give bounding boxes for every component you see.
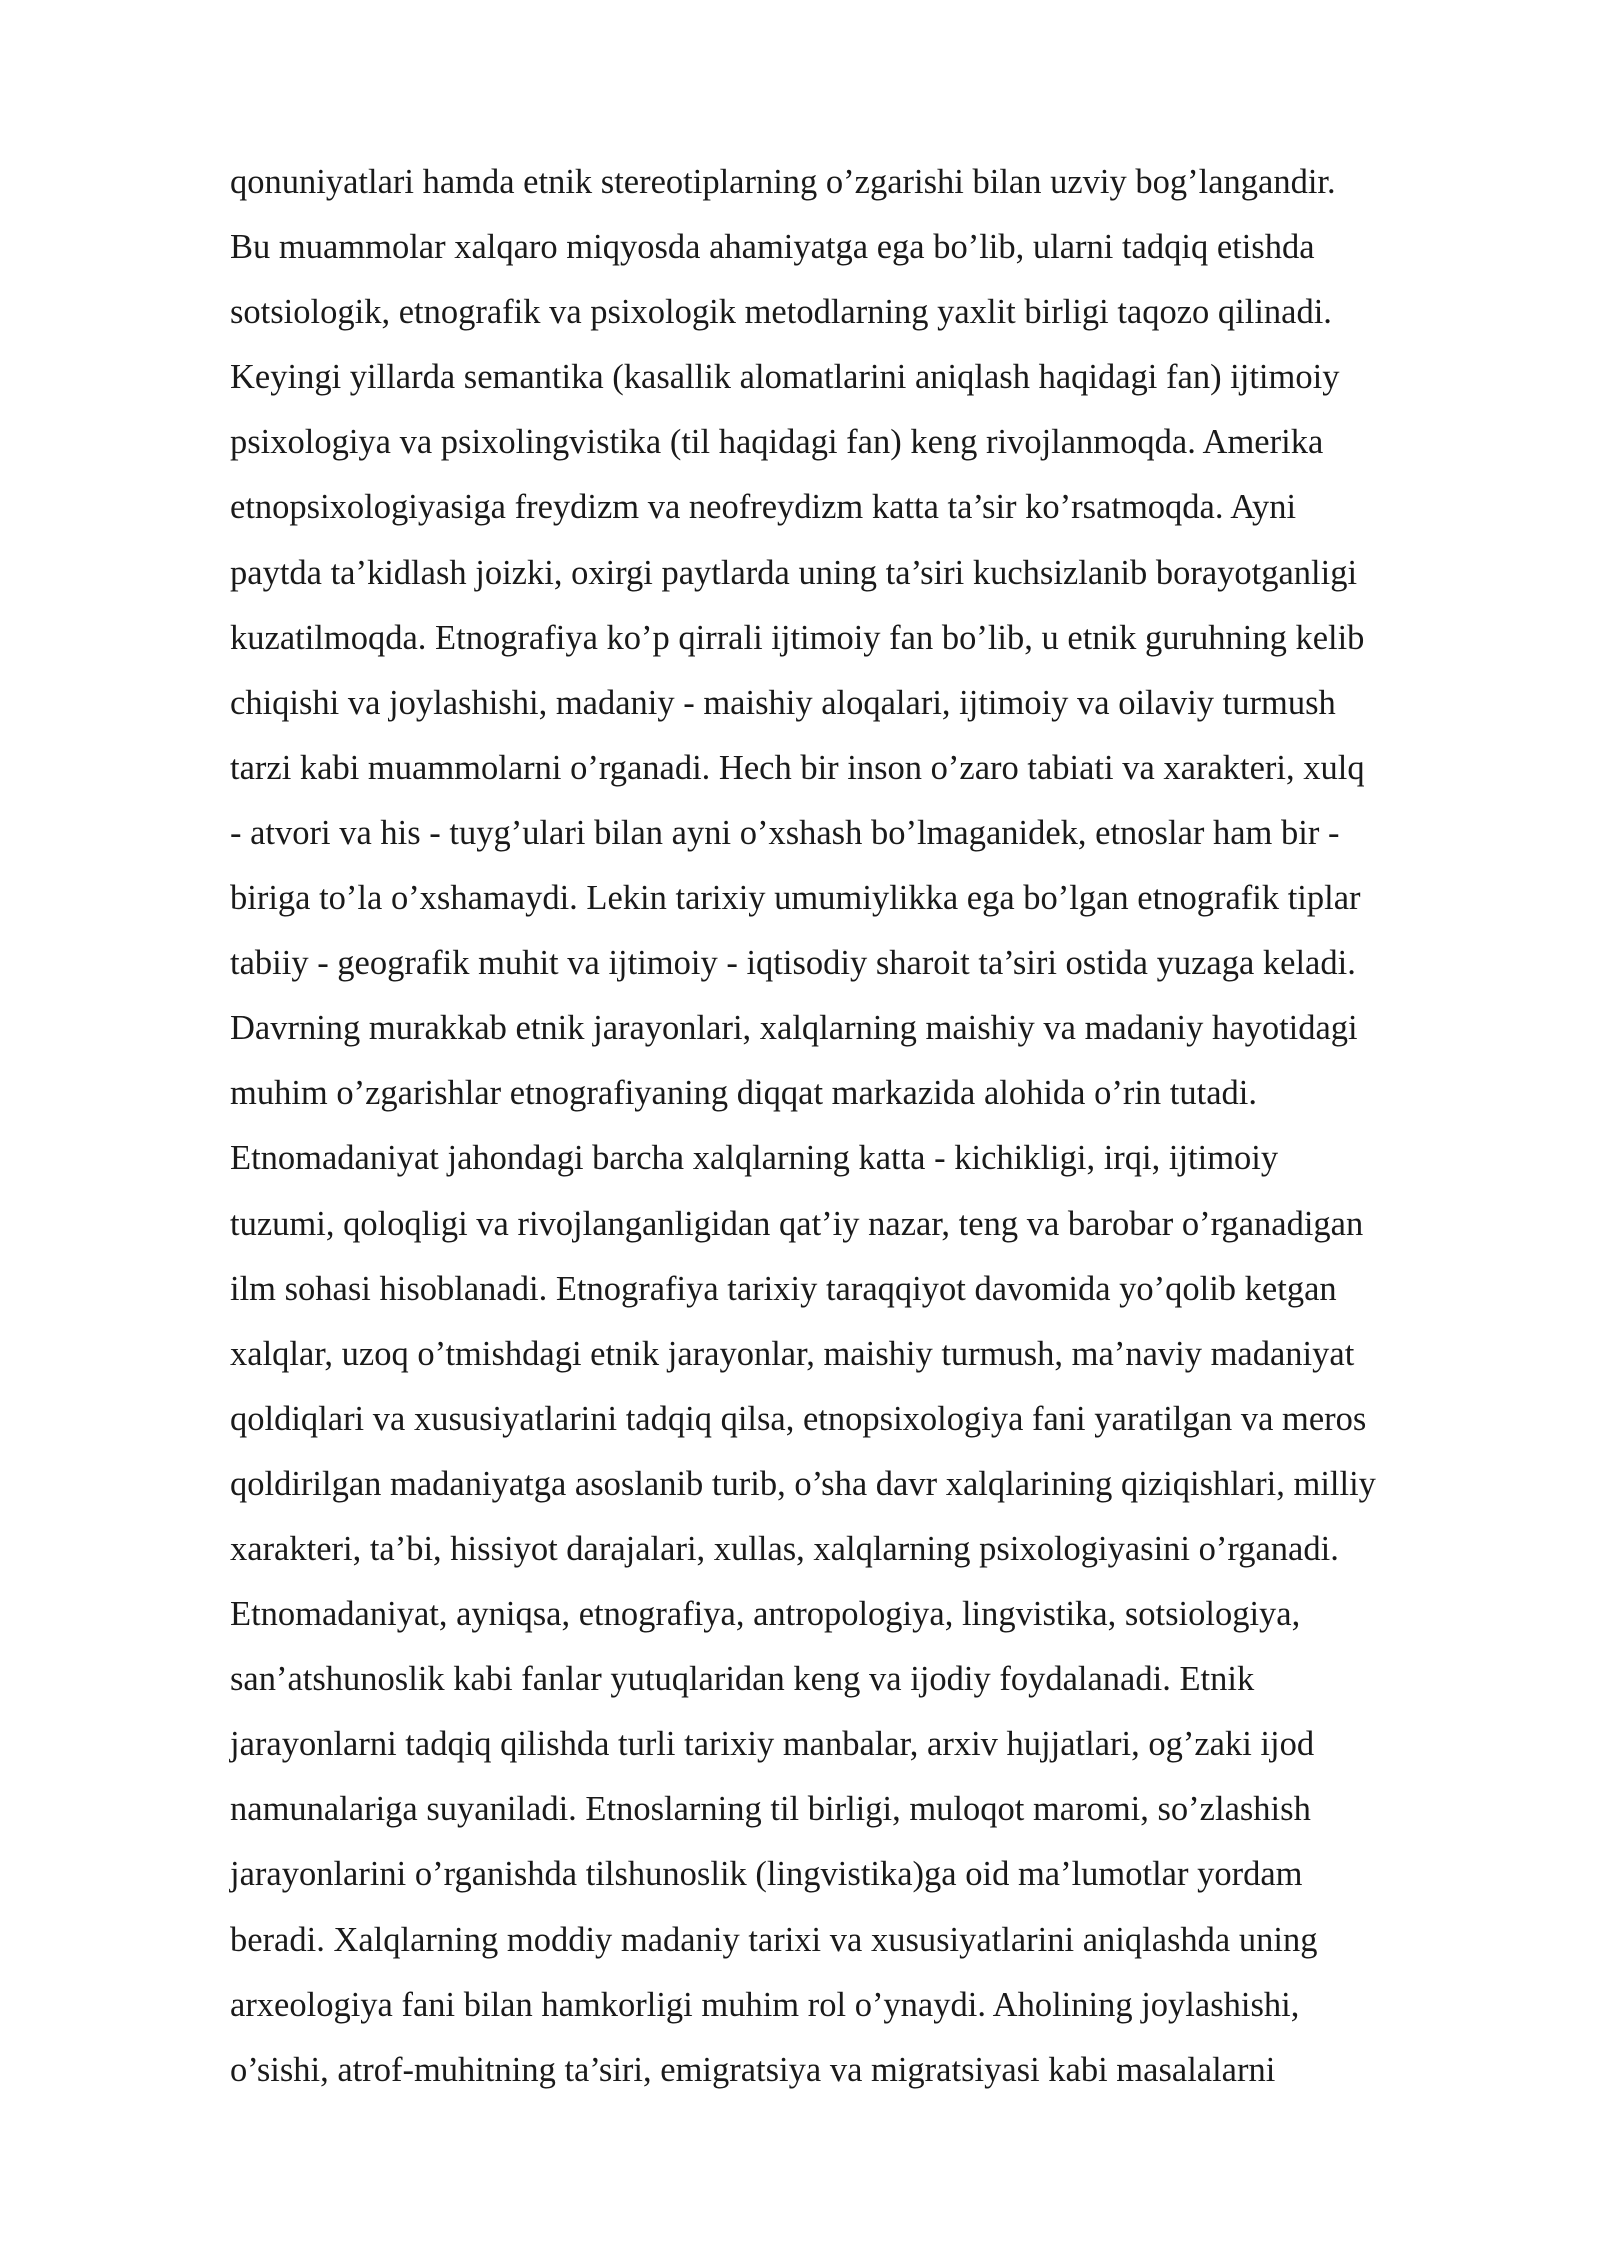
text-line: chiqishi va joylashishi, madaniy - maishiy aloqalari, ijtimoiy va oilaviy turmush xyxy=(230,683,1336,722)
text-line: o’sishi, atrof-muhitning ta’siri, emigratsiya va migratsiyasi kabi masalalarni xyxy=(230,2050,1276,2089)
text-line: ilm sohasi hisoblanadi. Etnografiya tarixiy taraqqiyot davomida yo’qolib ketgan xyxy=(230,1269,1337,1308)
text-line: kuzatilmoqda. Etnografiya ko’p qirrali ijtimoiy fan bo’lib, u etnik guruhning kelib xyxy=(230,618,1365,657)
text-line: arxeologiya fani bilan hamkorligi muhim rol o’ynaydi. Aholining joylashishi, xyxy=(230,1985,1300,2024)
text-line: paytda ta’kidlash joizki, oxirgi paytlarda uning ta’siri kuchsizlanib borayotganligi xyxy=(230,553,1358,592)
text-line: muhim o’zgarishlar etnografiyaning diqqat markazida alohida o’rin tutadi. xyxy=(230,1074,1257,1113)
text-line: psixologiya va psixolingvistika (til haqidagi fan) keng rivojlanmoqda. Amerika xyxy=(230,423,1324,462)
text-line: qoldiqlari va xususiyatlarini tadqiq qilsa, etnopsixologiya fani yaratilgan va meros xyxy=(230,1399,1367,1438)
text-line: tarzi kabi muammolarni o’rganadi. Hech bir inson o’zaro tabiati va xarakteri, xulq xyxy=(230,748,1365,787)
body-text xyxy=(230,150,1490,2103)
text-line: biriga to’la o’xshamaydi. Lekin tarixiy umumiylikka ega bo’lgan etnografik tiplar xyxy=(230,879,1361,918)
text-line: tuzumi, qoloqligi va rivojlanganligidan qat’iy nazar, teng va barobar o’rganadigan xyxy=(230,1204,1364,1243)
text-line: sotsiologik, etnografik va psixologik metodlarning yaxlit birligi taqozo qilinadi. xyxy=(230,293,1332,332)
text-line: xarakteri, ta’bi, hissiyot darajalari, xullas, xalqlarning psixologiyasini o’rganadi. xyxy=(230,1529,1339,1568)
text-line: qoldirilgan madaniyatga asoslanib turib, o’sha davr xalqlarining qiziqishlari, milliy xyxy=(230,1464,1376,1503)
text-line: jarayonlarini o’rganishda tilshunoslik (lingvistika)ga oid ma’lumotlar yordam xyxy=(230,1855,1303,1894)
text-line: Etnomadaniyat jahondagi barcha xalqlarning katta - kichikligi, irqi, ijtimoiy xyxy=(230,1139,1279,1178)
text-line: tabiiy - geografik muhit va ijtimoiy - iqtisodiy sharoit ta’siri ostida yuzaga keladi. xyxy=(230,944,1356,983)
text-line: namunalariga suyaniladi. Etnoslarning til birligi, muloqot maromi, so’zlashish xyxy=(230,1790,1311,1829)
text-line: Etnomadaniyat, ayniqsa, etnografiya, antropologiya, lingvistika, sotsiologiya, xyxy=(230,1595,1301,1634)
text-line: san’atshunoslik kabi fanlar yutuqlaridan keng va ijodiy foydalanadi. Etnik xyxy=(230,1660,1255,1699)
text-line: beradi. Xalqlarning moddiy madaniy tarixi va xususiyatlarini aniqlashda uning xyxy=(230,1920,1318,1959)
text-line: xalqlar, uzoq o’tmishdagi etnik jarayonlar, maishiy turmush, ma’naviy madaniyat xyxy=(230,1334,1355,1373)
text-line: - atvori va his - tuyg’ulari bilan ayni o’xshash bo’lmaganidek, etnoslar ham bir - xyxy=(230,813,1340,852)
text-line: Keyingi yillarda semantika (kasallik alomatlarini aniqlash haqidagi fan) ijtimoiy xyxy=(230,358,1340,397)
text-line: Davrning murakkab etnik jarayonlari, xalqlarning maishiy va madaniy hayotidagi xyxy=(230,1009,1358,1048)
text-line: jarayonlarni tadqiq qilishda turli tarixiy manbalar, arxiv hujjatlari, og’zaki ijod xyxy=(230,1725,1315,1764)
text-line: Bu muammolar xalqaro miqyosda ahamiyatga ega bo’lib, ularni tadqiq etishda xyxy=(230,228,1315,267)
text-line: etnopsixologiyasiga freydizm va neofreydizm katta ta’sir ko’rsatmoqda. Ayni xyxy=(230,488,1297,527)
text-line: qonuniyatlari hamda etnik stereotiplarning o’zgarishi bilan uzviy bog’langandir. xyxy=(230,163,1336,201)
